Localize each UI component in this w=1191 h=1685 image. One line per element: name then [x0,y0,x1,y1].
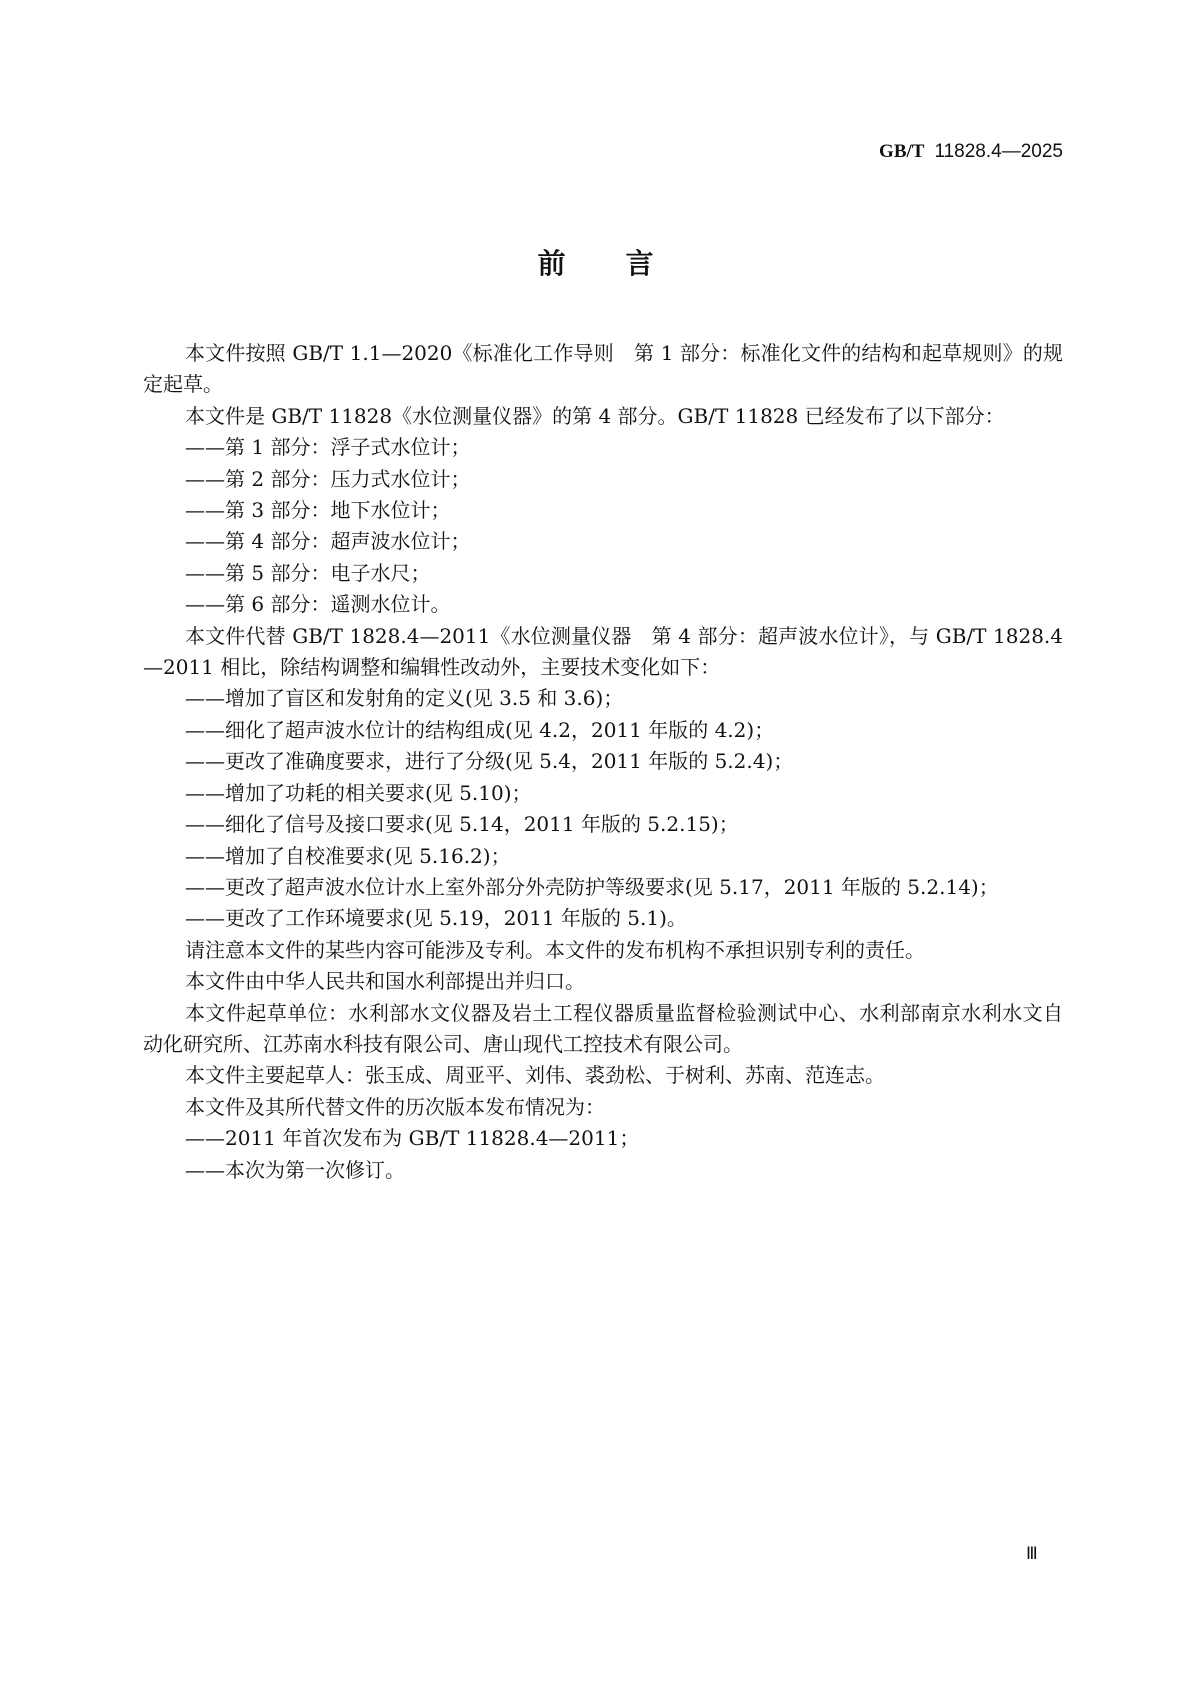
list-item-change: ——更改了工作环境要求(见 5.19，2011 年版的 5.1)。 [185,906,687,931]
list-item-change: ——更改了超声波水位计水上室外部分外壳防护等级要求(见 5.17，2011 年版的 5.2.14)； [185,874,999,899]
list-item-history: ——2011 年首次发布为 GB/T 11828.4—2011； [185,1126,640,1151]
list-item-change: ——增加了盲区和发射角的定义(见 3.5 和 3.6)； [185,686,624,711]
list-item-part: ——第 6 部分：遥测水位计。 [185,592,451,617]
paragraph-series: 本文件是 GB/T 11828《水位测量仪器》的第 4 部分。GB/T 11828 已经发布了以下部分： [185,403,1005,428]
page-number: Ⅲ [1026,1544,1038,1563]
list-item-part: ——第 4 部分：超声波水位计； [185,529,471,554]
list-item-history: ——本次为第一次修订。 [185,1157,405,1182]
paragraph-history: 本文件及其所代替文件的历次版本发布情况为： [185,1094,605,1119]
foreword-body [143,338,1063,1186]
standard-number: 11828.4—2025 [934,141,1063,162]
list-item-change: ——增加了自校准要求(见 5.16.2)； [185,843,511,868]
list-item-part: ——第 5 部分：电子水尺； [185,560,431,585]
paragraph-drafting-units: 本文件起草单位：水利部水文仪器及岩土工程仪器质量监督检验测试中心、水利部南京水利水文自动化研究所、江苏南水科技有限公司、唐山现代工控技术有限公司。 [143,1000,1063,1056]
paragraph-drafting-rules: 本文件按照 GB/T 1.1—2020《标准化工作导则 第 1 部分：标准化文件的结构和起草规则》的规定起草。 [143,341,1063,397]
paragraph-replaces: 本文件代替 GB/T 1828.4—2011《水位测量仪器 第 4 部分：超声波水位计》，与 GB/T 1828.4—2011 相比，除结构调整和编辑性改动外，主要技术变化如下： [143,623,1063,680]
paragraph-drafters: 本文件主要起草人：张玉成、周亚平、刘伟、裘劲松、于树利、苏南、范连志。 [185,1063,885,1088]
list-item-part: ——第 2 部分：压力式水位计； [185,466,471,491]
paragraph-patent-notice: 请注意本文件的某些内容可能涉及专利。本文件的发布机构不承担识别专利的责任。 [185,937,925,962]
list-item-part: ——第 1 部分：浮子式水位计； [185,435,471,460]
list-item-part: ——第 3 部分：地下水位计； [185,498,451,523]
list-item-change: ——更改了准确度要求，进行了分级(见 5.4，2011 年版的 5.2.4)； [185,749,794,774]
list-item-change: ——细化了信号及接口要求(见 5.14，2011 年版的 5.2.15)； [185,812,739,837]
list-item-change: ——细化了超声波水位计的结构组成(见 4.2，2011 年版的 4.2)； [185,717,775,742]
standard-prefix: GB/T [879,141,925,162]
page-title: 前言 [537,247,714,280]
document-code [879,140,1063,163]
paragraph-proposer: 本文件由中华人民共和国水利部提出并归口。 [185,969,585,994]
list-item-change: ——增加了功耗的相关要求(见 5.10)； [185,780,532,805]
